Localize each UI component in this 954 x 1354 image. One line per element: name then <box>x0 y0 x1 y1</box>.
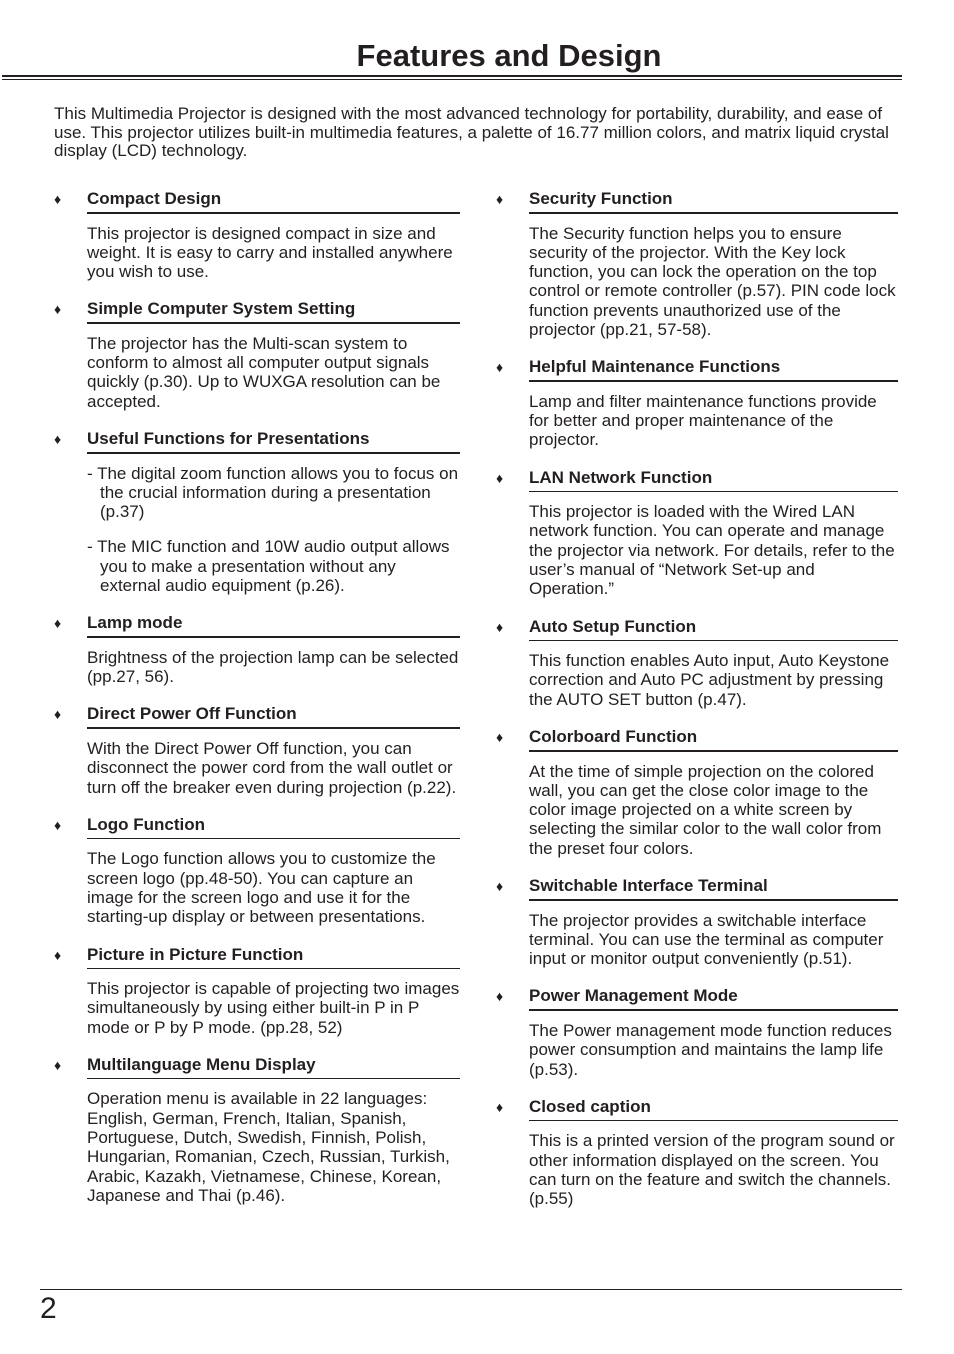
title-divider <box>2 75 902 77</box>
diamond-bullet-icon: ♦ <box>496 988 504 1005</box>
feature-heading <box>54 428 460 452</box>
feature-title: LAN Network Function <box>529 467 713 487</box>
footer-divider <box>40 1289 902 1290</box>
heading-underline <box>87 452 460 454</box>
feature-title: Useful Functions for Presentations <box>87 429 370 449</box>
feature-section-closed-caption <box>496 1096 898 1209</box>
heading-underline <box>529 750 898 752</box>
heading-underline <box>87 1078 460 1080</box>
heading-underline <box>529 899 898 901</box>
diamond-bullet-icon: ♦ <box>496 878 504 895</box>
diamond-bullet-icon: ♦ <box>54 191 62 207</box>
diamond-bullet-icon: ♦ <box>496 191 504 207</box>
feature-section-helpful-maintenance-functions <box>496 356 898 449</box>
feature-description: This projector is loaded with the Wired LAN network function. You can operate and manage the projector via network. For details, refer to the user’s manual of “Network Set-up and Operation.” <box>529 502 895 599</box>
feature-description: At the time of simple projection on the colored wall, you can get the close color image to the color image projected on a white screen by selecting the similar color to the wall color from the preset four colors. <box>529 761 882 858</box>
heading-underline <box>529 1120 898 1122</box>
feature-description: With the Direct Power Off function, you can disconnect the power cord from the wall outlet or turn off the breaker even during projection (p.22). <box>87 738 457 797</box>
feature-sub-item: - The digital zoom function allows you to focus on the crucial information during a presentation (p.37) <box>87 463 459 522</box>
heading-underline <box>87 838 460 840</box>
diamond-bullet-icon: ♦ <box>54 816 62 833</box>
feature-heading <box>496 188 898 212</box>
left-column <box>54 188 460 1222</box>
heading-underline <box>529 640 898 642</box>
feature-section-logo-function <box>54 814 460 927</box>
feature-description: This projector is capable of projecting two images simultaneously by using either built-in P in P mode or P by P mode. (pp.28, 52) <box>87 979 460 1037</box>
feature-heading <box>496 1096 898 1120</box>
feature-title: Multilanguage Menu Display <box>87 1054 316 1074</box>
feature-heading <box>496 356 898 380</box>
feature-description: This is a printed version of the program sound or other information displayed on the screen. You can turn on the feature and switch the channels. (p.55) <box>529 1131 895 1209</box>
feature-section-switchable-interface-terminal <box>496 875 898 968</box>
feature-section-power-management-mode <box>496 985 898 1078</box>
feature-title: Helpful Maintenance Functions <box>529 357 781 377</box>
heading-underline <box>87 968 460 970</box>
feature-title: Power Management Mode <box>529 986 738 1006</box>
title-divider-thin <box>2 79 902 80</box>
diamond-bullet-icon: ♦ <box>496 729 504 746</box>
feature-title: Closed caption <box>529 1096 651 1116</box>
diamond-bullet-icon: ♦ <box>54 946 62 963</box>
feature-title: Lamp mode <box>87 613 183 633</box>
feature-heading <box>54 1054 460 1078</box>
feature-title: Security Function <box>529 189 673 208</box>
page-number: 2 <box>40 1292 57 1325</box>
feature-section-picture-in-picture-function <box>54 944 460 1037</box>
feature-heading <box>54 188 460 212</box>
feature-description: This projector is designed compact in size and weight. It is easy to carry and installed anywhere you wish to use. <box>87 223 453 282</box>
right-column <box>496 188 898 1226</box>
diamond-bullet-icon: ♦ <box>496 359 504 376</box>
feature-section-security-function <box>496 188 898 339</box>
feature-description: The projector provides a switchable interface terminal. You can use the terminal as computer input or monitor output conveniently (p.51). <box>529 910 884 969</box>
feature-heading <box>496 875 898 899</box>
feature-section-compact-design <box>54 188 460 281</box>
feature-heading <box>496 985 898 1009</box>
feature-heading <box>54 703 460 727</box>
feature-description: The Security function helps you to ensure security of the projector. With the Key lock function, you can lock the operation on the top control or remote controller (p.57). PIN code lock function prevents unauthorized use of the projector (pp.21, 57-58). <box>529 223 896 339</box>
diamond-bullet-icon: ♦ <box>496 618 504 635</box>
feature-section-direct-power-off-function <box>54 703 460 796</box>
feature-title: Simple Computer System Setting <box>87 299 356 319</box>
feature-heading <box>54 298 460 322</box>
feature-title: Picture in Picture Function <box>87 944 304 964</box>
feature-heading <box>496 467 898 491</box>
feature-heading <box>496 726 898 750</box>
heading-underline <box>87 212 460 214</box>
feature-description: The Logo function allows you to customize the screen logo (pp.48-50). You can capture an image for the screen logo and use it for the starting-up display or between presentations. <box>87 849 436 927</box>
diamond-bullet-icon: ♦ <box>54 301 62 318</box>
diamond-bullet-icon: ♦ <box>54 615 62 632</box>
feature-title: Colorboard Function <box>529 727 698 747</box>
feature-section-lamp-mode <box>54 612 460 686</box>
feature-section-colorboard-function <box>496 726 898 858</box>
heading-underline <box>529 1009 898 1011</box>
diamond-bullet-icon: ♦ <box>54 1056 62 1073</box>
feature-title: Compact Design <box>87 189 222 208</box>
heading-underline <box>529 491 898 493</box>
feature-description: This function enables Auto input, Auto Keystone correction and Auto PC adjustment by pressing the AUTO SET button (p.47). <box>529 651 890 709</box>
diamond-bullet-icon: ♦ <box>496 1098 504 1115</box>
heading-underline <box>87 636 460 638</box>
feature-title: Switchable Interface Terminal <box>529 876 768 896</box>
feature-description: The projector has the Multi-scan system to conform to almost all computer output signals quickly (p.30). Up to WUXGA resolution can be accepted. <box>87 333 441 411</box>
intro-paragraph: This Multimedia Projector is designed with the most advanced technology for portability, durability, and ease of use. This projector utilizes built-in multimedia features, a palette of 16.77 million colors, and matrix liquid crystal display (LCD) technology. <box>54 104 889 160</box>
feature-title: Direct Power Off Function <box>87 704 297 724</box>
feature-heading <box>496 616 898 640</box>
feature-heading <box>54 814 460 838</box>
feature-section-auto-setup-function <box>496 616 898 709</box>
feature-description: Brightness of the projection lamp can be selected (pp.27, 56). <box>87 647 459 687</box>
feature-sub-item: - The MIC function and 10W audio output allows you to make a presentation without any external audio equipment (p.26). <box>87 537 450 596</box>
diamond-bullet-icon: ♦ <box>54 431 62 448</box>
feature-section-simple-computer-system-setting <box>54 298 460 411</box>
feature-section-useful-functions-for-presentations <box>54 428 460 595</box>
feature-description: The Power management mode function reduces power consumption and maintains the lamp life (p.53). <box>529 1020 892 1079</box>
feature-title: Auto Setup Function <box>529 616 697 636</box>
page-title: Features and Design <box>356 38 662 73</box>
feature-description: Operation menu is available in 22 languages: English, German, French, Italian, Spanish, Portuguese, Dutch, Swedish, Finnish, Polish, Hungarian, Romanian, Czech, Russian, Turkish, Arabic, Kazakh, Vietnamese, Chinese, Korean, Japanese and Thai (p.46). <box>87 1089 450 1205</box>
feature-heading <box>54 612 460 636</box>
feature-heading <box>54 944 460 968</box>
heading-underline <box>529 212 898 214</box>
feature-section-lan-network-function <box>496 467 898 599</box>
heading-underline <box>87 322 460 324</box>
feature-description: Lamp and filter maintenance functions provide for better and proper maintenance of the projector. <box>529 391 877 450</box>
heading-underline <box>529 380 898 382</box>
diamond-bullet-icon: ♦ <box>496 469 504 486</box>
feature-section-multilanguage-menu-display <box>54 1054 460 1205</box>
feature-title: Logo Function <box>87 814 206 834</box>
diamond-bullet-icon: ♦ <box>54 706 62 723</box>
heading-underline <box>87 727 460 729</box>
